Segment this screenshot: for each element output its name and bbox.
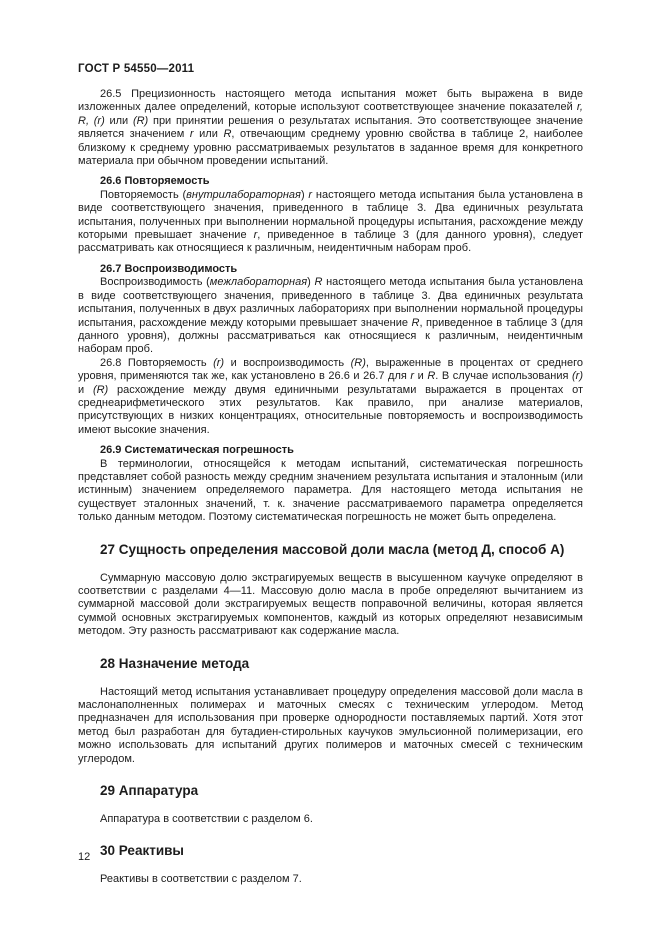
paragraph-26-6: Повторяемость (внутрилабораторная) r настоящего метода испытания была установлена в виде соответствующего значения, приведенного в таблице 3. Два единичных результата испытания, полученных при выполнении нормальной процедуры испытания, расхождение между которыми превышает значение r, приведенное в таблице 3 (для данного уровня), следует рассматривать как относящиеся к различным, неидентичным наборам проб. xyxy=(78,188,583,255)
section-heading-27: 27 Сущность определения массовой доли масла (метод Д, способ А) xyxy=(100,541,565,557)
paragraph-29: Аппаратура в соответствии с разделом 6. xyxy=(100,813,313,826)
page-number: 12 xyxy=(78,851,91,863)
subsection-heading-26-6: 26.6 Повторяемость xyxy=(100,175,210,188)
paragraph-26-7: Воспроизводимость (межлабораторная) R настоящего метода испытания была установлена в виде соответствующего значения, приведенного в таблице 3. Два единичных результата испытания, полученных в двух различных лабораториях при выполнении нормальной процедуры испытания, расхождение между которыми превышает значение R, приведенное в таблице 3 (для данного уровня), должны рассматриваться как относящиеся к различным, неидентичным наборам проб. xyxy=(78,276,583,356)
paragraph-26-9: В терминологии, относящейся к методам испытаний, систематическая погрешность представляет собой разность между средним значением результата испытания и эталонным (или истинным) значением определяемого параметра. Для настоящего метода испытания не существует эталонных значений, т. к. значение рассматриваемого параметра определяется только данным методом. Поэтому систематическая погрешность не может быть определена. xyxy=(78,457,583,524)
paragraph-26-5: 26.5 Прецизионность настоящего метода испытания может быть выражена в виде изложенных далее определений, которые используют соответствующее значение показателей r, R, (r) или (R) при принятии решения о результатах испытания. Это соответствующее значение является значением r или R, отвечающим среднему уровню свойства в таблице 2, наиболее близкому к среднему уровню рассматриваемых результатов в заданное время для конкретного материала при обычном проведении испытаний. xyxy=(78,88,584,168)
section-heading-29: 29 Аппаратура xyxy=(100,783,199,799)
section-heading-30: 30 Реактивы xyxy=(100,843,184,859)
document-header: ГОСТ Р 54550—2011 xyxy=(78,63,195,75)
subsection-heading-26-7: 26.7 Воспроизводимость xyxy=(100,262,238,275)
subsection-heading-26-9: 26.9 Систематическая погрешность xyxy=(100,444,294,457)
paragraph-30: Реактивы в соответствии с разделом 7. xyxy=(100,873,302,886)
section-heading-28: 28 Назначение метода xyxy=(100,655,250,671)
paragraph-27: Суммарную массовую долю экстрагируемых веществ в высушенном каучуке определяют в соответствии с разделами 4—11. Массовую долю масла в пробе определяют вычитанием из суммарной массовой доли экстрагируемых веществ поправочной величины, которая является суммой основных экстрагируемых компонентов, каждый из которых определяют независимым методом. Эту разность рассматривают как содержание масла. xyxy=(78,571,583,638)
document-body xyxy=(78,88,583,887)
paragraph-28: Настоящий метод испытания устанавливает процедуру определения массовой доли масла в маслонаполненных полимерах и маточных смесях с техническим углеродом. Метод предназначен для использования при проверке однородности поставляемых партий. Хотя этот метод был разработан для бутадиен-стирольных каучуков эмульсионной полимеризации, его можно использовать для испытаний других полимеров и маточных смесей с техническим углеродом. xyxy=(78,685,583,765)
paragraph-26-8: 26.8 Повторяемость (r) и воспроизводимость (R), выраженные в процентах от среднего уровня, применяются так же, как установлено в 26.6 и 26.7 для r и R. В случае использования (r) и (R) расхождение между двумя единичными результатами выражается в процентах от среднеарифметического этих результатов. Как правило, при анализе материалов, присутствующих в низких концентрациях, относительные повторяемость и воспроизводимость имеют высокие значения. xyxy=(78,356,583,436)
